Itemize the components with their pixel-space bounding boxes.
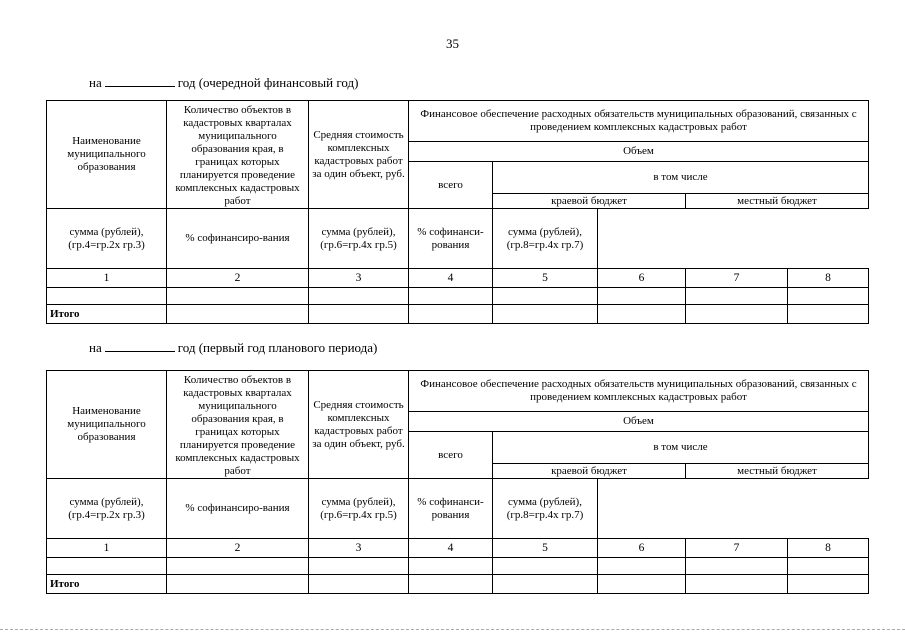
column-number: 3 [309,269,409,288]
column-number: 2 [167,269,309,288]
col-header-average-cost: Средняя стоимость комплексных кадастровых работ за один объект, руб. [309,101,409,209]
page-edge-line [0,629,905,630]
table-cell[interactable] [47,288,167,305]
local-budget-header: местный бюджет [686,464,869,479]
table-cell[interactable] [598,288,686,305]
col-header-local-percent: % софинанси-рования [409,209,493,269]
col-header-object-count: Количество объектов в кадастровых кварталах муниципального образования края, в границах которых планируется проведение комплексных кадастровых работ [167,371,309,479]
table-cell[interactable] [409,575,493,594]
table-cell[interactable] [686,558,788,575]
column-number: 3 [309,539,409,558]
including-header: в том числе [493,432,869,464]
year-blank-line [105,340,175,352]
table-cell[interactable] [409,305,493,324]
table-cell[interactable] [598,558,686,575]
total-header: всего [409,162,493,209]
total-label: Итого [47,305,167,324]
column-number: 6 [598,269,686,288]
local-budget-header: местный бюджет [686,194,869,209]
column-number: 5 [493,539,598,558]
column-number: 7 [686,539,788,558]
financing-table [46,100,869,324]
table-cell[interactable] [409,288,493,305]
table-cell[interactable] [493,558,598,575]
col-header-regional-percent: % софинансиро-вания [167,209,309,269]
col-header-local-sum: сумма (рублей), (гр.8=гр.4х гр.7) [493,479,598,539]
section-heading [89,75,358,91]
table-cell[interactable] [598,305,686,324]
table-cell[interactable] [309,575,409,594]
column-number: 4 [409,539,493,558]
table-cell[interactable] [309,558,409,575]
section-heading [89,340,377,356]
column-number: 7 [686,269,788,288]
total-row [47,575,869,594]
regional-budget-header: краевой бюджет [493,464,686,479]
table-cell[interactable] [309,288,409,305]
table-cell[interactable] [788,575,869,594]
including-header: в том числе [493,162,869,194]
col-header-sum-total: сумма (рублей), (гр.4=гр.2х гр.3) [47,209,167,269]
table-cell[interactable] [309,305,409,324]
table-cell[interactable] [788,558,869,575]
col-header-regional-percent: % софинансиро-вания [167,479,309,539]
financing-table [46,370,869,594]
column-number: 8 [788,539,869,558]
heading-prefix: на [89,340,102,355]
table-cell[interactable] [686,575,788,594]
column-number: 6 [598,539,686,558]
table-cell[interactable] [493,575,598,594]
year-blank-line [105,75,175,87]
table-cell[interactable] [493,288,598,305]
heading-suffix: год (первый год планового периода) [177,340,378,355]
column-number: 2 [167,539,309,558]
table-row [47,288,869,305]
col-header-name: Наименование муниципального образования [47,101,167,209]
total-label: Итого [47,575,167,594]
table-cell[interactable] [47,558,167,575]
col-header-name: Наименование муниципального образования [47,371,167,479]
table-cell[interactable] [686,288,788,305]
heading-prefix: на [89,75,102,90]
table-cell[interactable] [167,288,309,305]
total-row [47,305,869,324]
column-number: 1 [47,269,167,288]
column-number: 8 [788,269,869,288]
column-number: 5 [493,269,598,288]
table-cell[interactable] [167,305,309,324]
col-header-object-count: Количество объектов в кадастровых кварталах муниципального образования края, в границах которых планируется проведение комплексных кадастровых работ [167,101,309,209]
financing-header: Финансовое обеспечение расходных обязательств муниципальных образований, связанных с проведением комплексных кадастровых работ [409,371,869,412]
table-cell[interactable] [788,288,869,305]
column-number: 4 [409,269,493,288]
heading-suffix: год (очередной финансовый год) [177,75,359,90]
table-cell[interactable] [598,575,686,594]
total-header: всего [409,432,493,479]
financing-header: Финансовое обеспечение расходных обязательств муниципальных образований, связанных с проведением комплексных кадастровых работ [409,101,869,142]
table-cell[interactable] [167,575,309,594]
table-cell[interactable] [686,305,788,324]
col-header-regional-sum: сумма (рублей), (гр.6=гр.4х гр.5) [309,209,409,269]
col-header-average-cost: Средняя стоимость комплексных кадастровых работ за один объект, руб. [309,371,409,479]
col-header-regional-sum: сумма (рублей), (гр.6=гр.4х гр.5) [309,479,409,539]
col-header-local-percent: % софинанси-рования [409,479,493,539]
table-cell[interactable] [409,558,493,575]
table-cell[interactable] [788,305,869,324]
column-numbers-row [47,269,869,288]
volume-header: Объем [409,412,869,432]
col-header-local-sum: сумма (рублей), (гр.8=гр.4х гр.7) [493,209,598,269]
table-cell[interactable] [167,558,309,575]
col-header-sum-total: сумма (рублей), (гр.4=гр.2х гр.3) [47,479,167,539]
volume-header: Объем [409,142,869,162]
table-row [47,558,869,575]
column-numbers-row [47,539,869,558]
page-number: 35 [446,36,459,51]
regional-budget-header: краевой бюджет [493,194,686,209]
table-cell[interactable] [493,305,598,324]
column-number: 1 [47,539,167,558]
